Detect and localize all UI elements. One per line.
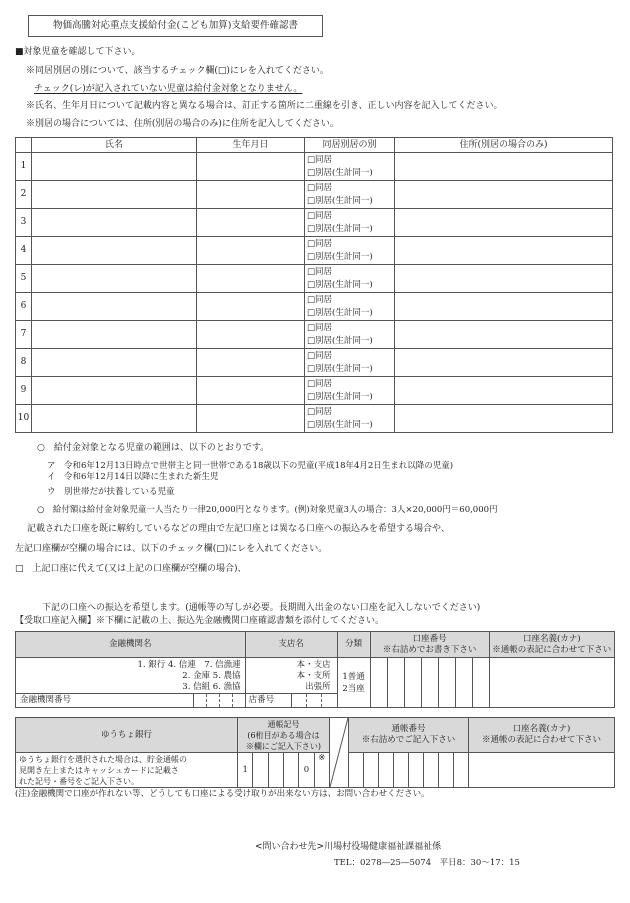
cohabit-checkbox[interactable]: □同居 <box>307 406 333 417</box>
child-address-input[interactable] <box>395 209 613 237</box>
yucho-instruction-line: れた記号・番号をご記入下さい。 <box>19 776 139 786</box>
yucho-table-header <box>16 718 615 753</box>
passbook-number-note: ※右詰めでご記入下さい <box>361 735 456 745</box>
residence-status-options <box>305 293 395 321</box>
branch-type-line: 出張所 <box>305 682 331 692</box>
cohabit-checkbox[interactable]: □同居 <box>307 210 333 221</box>
separate-checkbox[interactable]: □別居(生計同一) <box>307 279 373 290</box>
yucho-instruction-line: ゆうちょ銀行を選択された場合は、貯金通帳の <box>19 754 187 764</box>
child-name-input[interactable] <box>32 237 197 265</box>
alternate-account-checkbox[interactable]: □ 上記口座に代えて(又は上記の口座欄が空欄の場合)、 <box>15 564 247 574</box>
child-row <box>16 265 613 293</box>
child-birthdate-input[interactable] <box>197 237 305 265</box>
branch-type-line: 本・支所 <box>296 671 331 681</box>
child-birthdate-input[interactable] <box>197 349 305 377</box>
child-birthdate-input[interactable] <box>197 265 305 293</box>
symbol-sixth-digit[interactable]: ※ <box>314 753 329 788</box>
branch-code-digit[interactable] <box>307 694 322 708</box>
category-ordinary: 1普通 <box>342 671 365 682</box>
child-row <box>16 377 613 405</box>
account-section-title: 【受取口座記入欄】※下欄に記載の上、振込先金融機関口座確認書類を添付してください。 <box>15 616 385 626</box>
child-name-input[interactable] <box>32 377 197 405</box>
yucho-holder-header <box>469 718 615 753</box>
cohabit-checkbox[interactable]: □同居 <box>307 238 333 249</box>
passbook-symbol-label: 通帳記号 <box>267 719 300 729</box>
cohabit-checkbox[interactable]: □同居 <box>307 294 333 305</box>
child-name-input[interactable] <box>32 181 197 209</box>
symbol-digit-fixed-0: 0 <box>299 753 314 788</box>
passbook-number-digit[interactable] <box>424 753 439 788</box>
child-birthdate-input[interactable] <box>197 153 305 181</box>
yucho-bank-header: ゆうちょ銀行 <box>16 718 238 753</box>
instructions-heading: ■対象児童を確認して下さい。 <box>15 47 141 57</box>
child-name-input[interactable] <box>32 321 197 349</box>
bank-type-options[interactable] <box>16 658 246 694</box>
cohabit-checkbox[interactable]: □同居 <box>307 350 333 361</box>
amount-note: ○ 給付額は給付金対象児童一人当たり一律20,000円となります。(例)対象児童3人の場合：3人×20,000円＝60,000円 <box>37 505 498 515</box>
account-change-line1: 記載された口座を既に解約しているなどの理由で左記口座とは異なる口座への振込みを希望する場合や、 <box>27 524 450 534</box>
cohabit-checkbox[interactable]: □同居 <box>307 154 333 165</box>
bank-code-digit[interactable] <box>206 694 219 708</box>
row-number: 9 <box>16 377 32 405</box>
account-digit[interactable] <box>472 658 489 708</box>
child-row <box>16 209 613 237</box>
category-current: 2当座 <box>342 683 365 694</box>
child-birthdate-input[interactable] <box>197 405 305 433</box>
child-row <box>16 293 613 321</box>
bank-type-line: 1. 銀行 4. 信連 7. 信漁連 <box>137 660 241 670</box>
child-birthdate-input[interactable] <box>197 377 305 405</box>
passbook-number-digit[interactable] <box>379 753 394 788</box>
child-name-input[interactable] <box>32 293 197 321</box>
separate-checkbox[interactable]: □別居(生計同一) <box>307 251 373 262</box>
symbol-digit[interactable] <box>283 753 298 788</box>
category-header: 分類 <box>337 632 370 658</box>
header-birthdate: 生年月日 <box>197 138 305 153</box>
residence-status-options <box>305 321 395 349</box>
header-number <box>16 138 32 153</box>
passbook-number-digit[interactable] <box>439 753 454 788</box>
child-address-input[interactable] <box>395 293 613 321</box>
separate-checkbox[interactable]: □別居(生計同一) <box>307 167 373 178</box>
separate-checkbox[interactable]: □別居(生計同一) <box>307 391 373 402</box>
row-number: 3 <box>16 209 32 237</box>
passbook-number-digit[interactable] <box>394 753 409 788</box>
account-holder-note: ※通帳の表記に合わせて下さい <box>492 644 612 655</box>
bank-code-digit[interactable] <box>232 694 245 708</box>
transfer-request-text: 下記の口座への振込を希望します。(通帳等の写しが必要。長期間入出金のない口座を記入しないでください) <box>42 603 481 613</box>
branch-name-header: 支店名 <box>245 632 337 658</box>
child-birthdate-input[interactable] <box>197 321 305 349</box>
instruction-note-checkbox: ※同居別居の別について、該当するチェック欄(□)にレを入れてください。 <box>26 66 329 76</box>
row-number: 2 <box>16 181 32 209</box>
account-number-label: 口座番号 <box>412 633 447 644</box>
diagonal-separator <box>330 718 349 788</box>
row-number: 7 <box>16 321 32 349</box>
account-digit[interactable] <box>387 658 404 708</box>
account-digit[interactable] <box>421 658 438 708</box>
residence-status-options <box>305 349 395 377</box>
child-name-input[interactable] <box>32 265 197 293</box>
contact-info: <問い合わせ先>川場村役場健康福祉課福祉係 <box>255 842 442 852</box>
cohabit-checkbox[interactable]: □同居 <box>307 322 333 333</box>
separate-checkbox[interactable]: □別居(生計同一) <box>307 419 373 430</box>
child-name-input[interactable] <box>32 153 197 181</box>
instruction-note-address: ※別居の場合については、住所(別居の場合のみ)に住所を記入してください。 <box>26 119 339 129</box>
children-table-header <box>16 138 613 153</box>
account-number-note: ※右詰めでお書き下さい <box>382 644 477 655</box>
header-address: 住所(別居の場合のみ) <box>395 138 613 153</box>
residence-status-options <box>305 153 395 181</box>
passbook-symbol-note: (6桁目がある場合は <box>247 730 320 740</box>
yucho-instruction-line: 見開き左上またはキャッシュカードに記載さ <box>19 765 179 775</box>
cohabit-checkbox[interactable]: □同居 <box>307 266 333 277</box>
passbook-symbol-header <box>238 718 330 753</box>
child-name-input[interactable] <box>32 349 197 377</box>
account-holder-input[interactable] <box>489 658 614 708</box>
passbook-number-header <box>349 718 469 753</box>
child-address-input[interactable] <box>395 321 613 349</box>
separate-checkbox[interactable]: □別居(生計同一) <box>307 307 373 318</box>
eligibility-intro: ○ 給付金対象となる児童の範囲は、以下のとおりです。 <box>37 443 270 453</box>
residence-status-options <box>305 377 395 405</box>
bank-name-header: 金融機関名 <box>16 632 246 658</box>
yucho-holder-note: ※通帳の表記に合わせて下さい <box>481 735 601 745</box>
passbook-number-label: 通帳番号 <box>391 724 426 734</box>
account-number-header <box>370 632 489 658</box>
yucho-holder-label: 口座名義(カナ) <box>512 724 571 734</box>
footnote: (注)金融機関で口座が作れない等、どうしても口座による受け取りが出来ない方は、お問い合わせください。 <box>15 789 430 799</box>
child-address-input[interactable] <box>395 377 613 405</box>
child-address-input[interactable] <box>395 237 613 265</box>
eligibility-item-u: ウ 別世帯だが扶養している児童 <box>47 487 175 497</box>
passbook-number-digit[interactable] <box>409 753 424 788</box>
row-number: 8 <box>16 349 32 377</box>
child-row <box>16 153 613 181</box>
residence-status-options <box>305 237 395 265</box>
row-number: 1 <box>16 153 32 181</box>
separate-checkbox[interactable]: □別居(生計同一) <box>307 335 373 346</box>
bank-code-label: 金融機関番号 <box>16 694 194 708</box>
child-row <box>16 321 613 349</box>
residence-status-options <box>305 265 395 293</box>
separate-checkbox[interactable]: □別居(生計同一) <box>307 363 373 374</box>
passbook-number-digit[interactable] <box>364 753 379 788</box>
child-row <box>16 405 613 433</box>
account-digit[interactable] <box>438 658 455 708</box>
bank-table-header <box>16 632 615 658</box>
child-address-input[interactable] <box>395 181 613 209</box>
branch-code-digit[interactable] <box>292 694 307 708</box>
child-row <box>16 349 613 377</box>
bank-type-line: 2. 金庫 5. 農協 <box>182 671 241 681</box>
branch-code-digit[interactable] <box>322 694 337 708</box>
bank-type-line: 3. 信組 6. 漁協 <box>182 682 241 692</box>
bank-code-digit[interactable] <box>193 694 206 708</box>
account-change-line2: 左記口座欄が空欄の場合には、以下のチェック欄(□)にレを入れてください。 <box>15 544 328 554</box>
passbook-symbol-note: ※欄にご記入下さい) <box>245 741 322 751</box>
account-holder-label: 口座名義(カナ) <box>522 633 581 644</box>
child-birthdate-input[interactable] <box>197 293 305 321</box>
yucho-account-table <box>15 717 615 788</box>
row-number: 10 <box>16 405 32 433</box>
child-birthdate-input[interactable] <box>197 181 305 209</box>
header-residence-status: 同居別居の別 <box>305 138 395 153</box>
row-number: 6 <box>16 293 32 321</box>
child-address-input[interactable] <box>395 153 613 181</box>
bank-account-table <box>15 631 615 708</box>
document-title: 物価高騰対応重点支援給付金(こども加算)支給要件確認書 <box>28 15 323 37</box>
eligibility-item-i: イ 令和6年12月14日以降に生まれた新生児 <box>47 472 219 482</box>
residence-status-options <box>305 181 395 209</box>
eligibility-item-a: ア 令和6年12月13日時点で世帯主と同一世帯である18歳以下の児童(平成18年4月2日生まれ以降の児童) <box>47 461 454 471</box>
bank-code-digit[interactable] <box>219 694 232 708</box>
account-digit[interactable] <box>370 658 387 708</box>
cohabit-checkbox[interactable]: □同居 <box>307 182 333 193</box>
branch-type-options[interactable] <box>245 658 337 694</box>
branch-type-line: 本・支店 <box>296 660 331 670</box>
category-options[interactable] <box>337 658 370 708</box>
child-birthdate-input[interactable] <box>197 209 305 237</box>
child-address-input[interactable] <box>395 349 613 377</box>
child-address-input[interactable] <box>395 265 613 293</box>
header-name: 氏名 <box>32 138 197 153</box>
child-address-input[interactable] <box>395 405 613 433</box>
row-number: 4 <box>16 237 32 265</box>
symbol-digit[interactable] <box>253 753 268 788</box>
passbook-number-digit[interactable] <box>454 753 469 788</box>
account-digit[interactable] <box>455 658 472 708</box>
account-holder-header <box>489 632 614 658</box>
separate-checkbox[interactable]: □別居(生計同一) <box>307 223 373 234</box>
child-row <box>16 181 613 209</box>
instruction-note-correction: ※氏名、生年月日について記載内容と異なる場合は、訂正する箇所に二重線を引き、正しい内容を記入してください。 <box>26 101 503 111</box>
branch-code-label: 店番号 <box>245 694 292 708</box>
contact-phone-hours: TEL：0278―25―5074 平日8：30～17：15 <box>334 858 520 868</box>
symbol-digit-fixed-1: 1 <box>238 753 253 788</box>
instruction-warning: チェック(レ)が記入されていない児童は給付金対象となりません。 <box>34 84 303 94</box>
child-row <box>16 237 613 265</box>
passbook-number-digit[interactable] <box>349 753 364 788</box>
separate-checkbox[interactable]: □別居(生計同一) <box>307 195 373 206</box>
cohabit-checkbox[interactable]: □同居 <box>307 378 333 389</box>
account-digit[interactable] <box>404 658 421 708</box>
children-table <box>15 137 613 433</box>
yucho-holder-input[interactable] <box>469 753 615 788</box>
residence-status-options <box>305 405 395 433</box>
child-name-input[interactable] <box>32 209 197 237</box>
yucho-instructions <box>16 753 238 788</box>
row-number: 5 <box>16 265 32 293</box>
residence-status-options <box>305 209 395 237</box>
child-name-input[interactable] <box>32 405 197 433</box>
symbol-digit[interactable] <box>268 753 283 788</box>
